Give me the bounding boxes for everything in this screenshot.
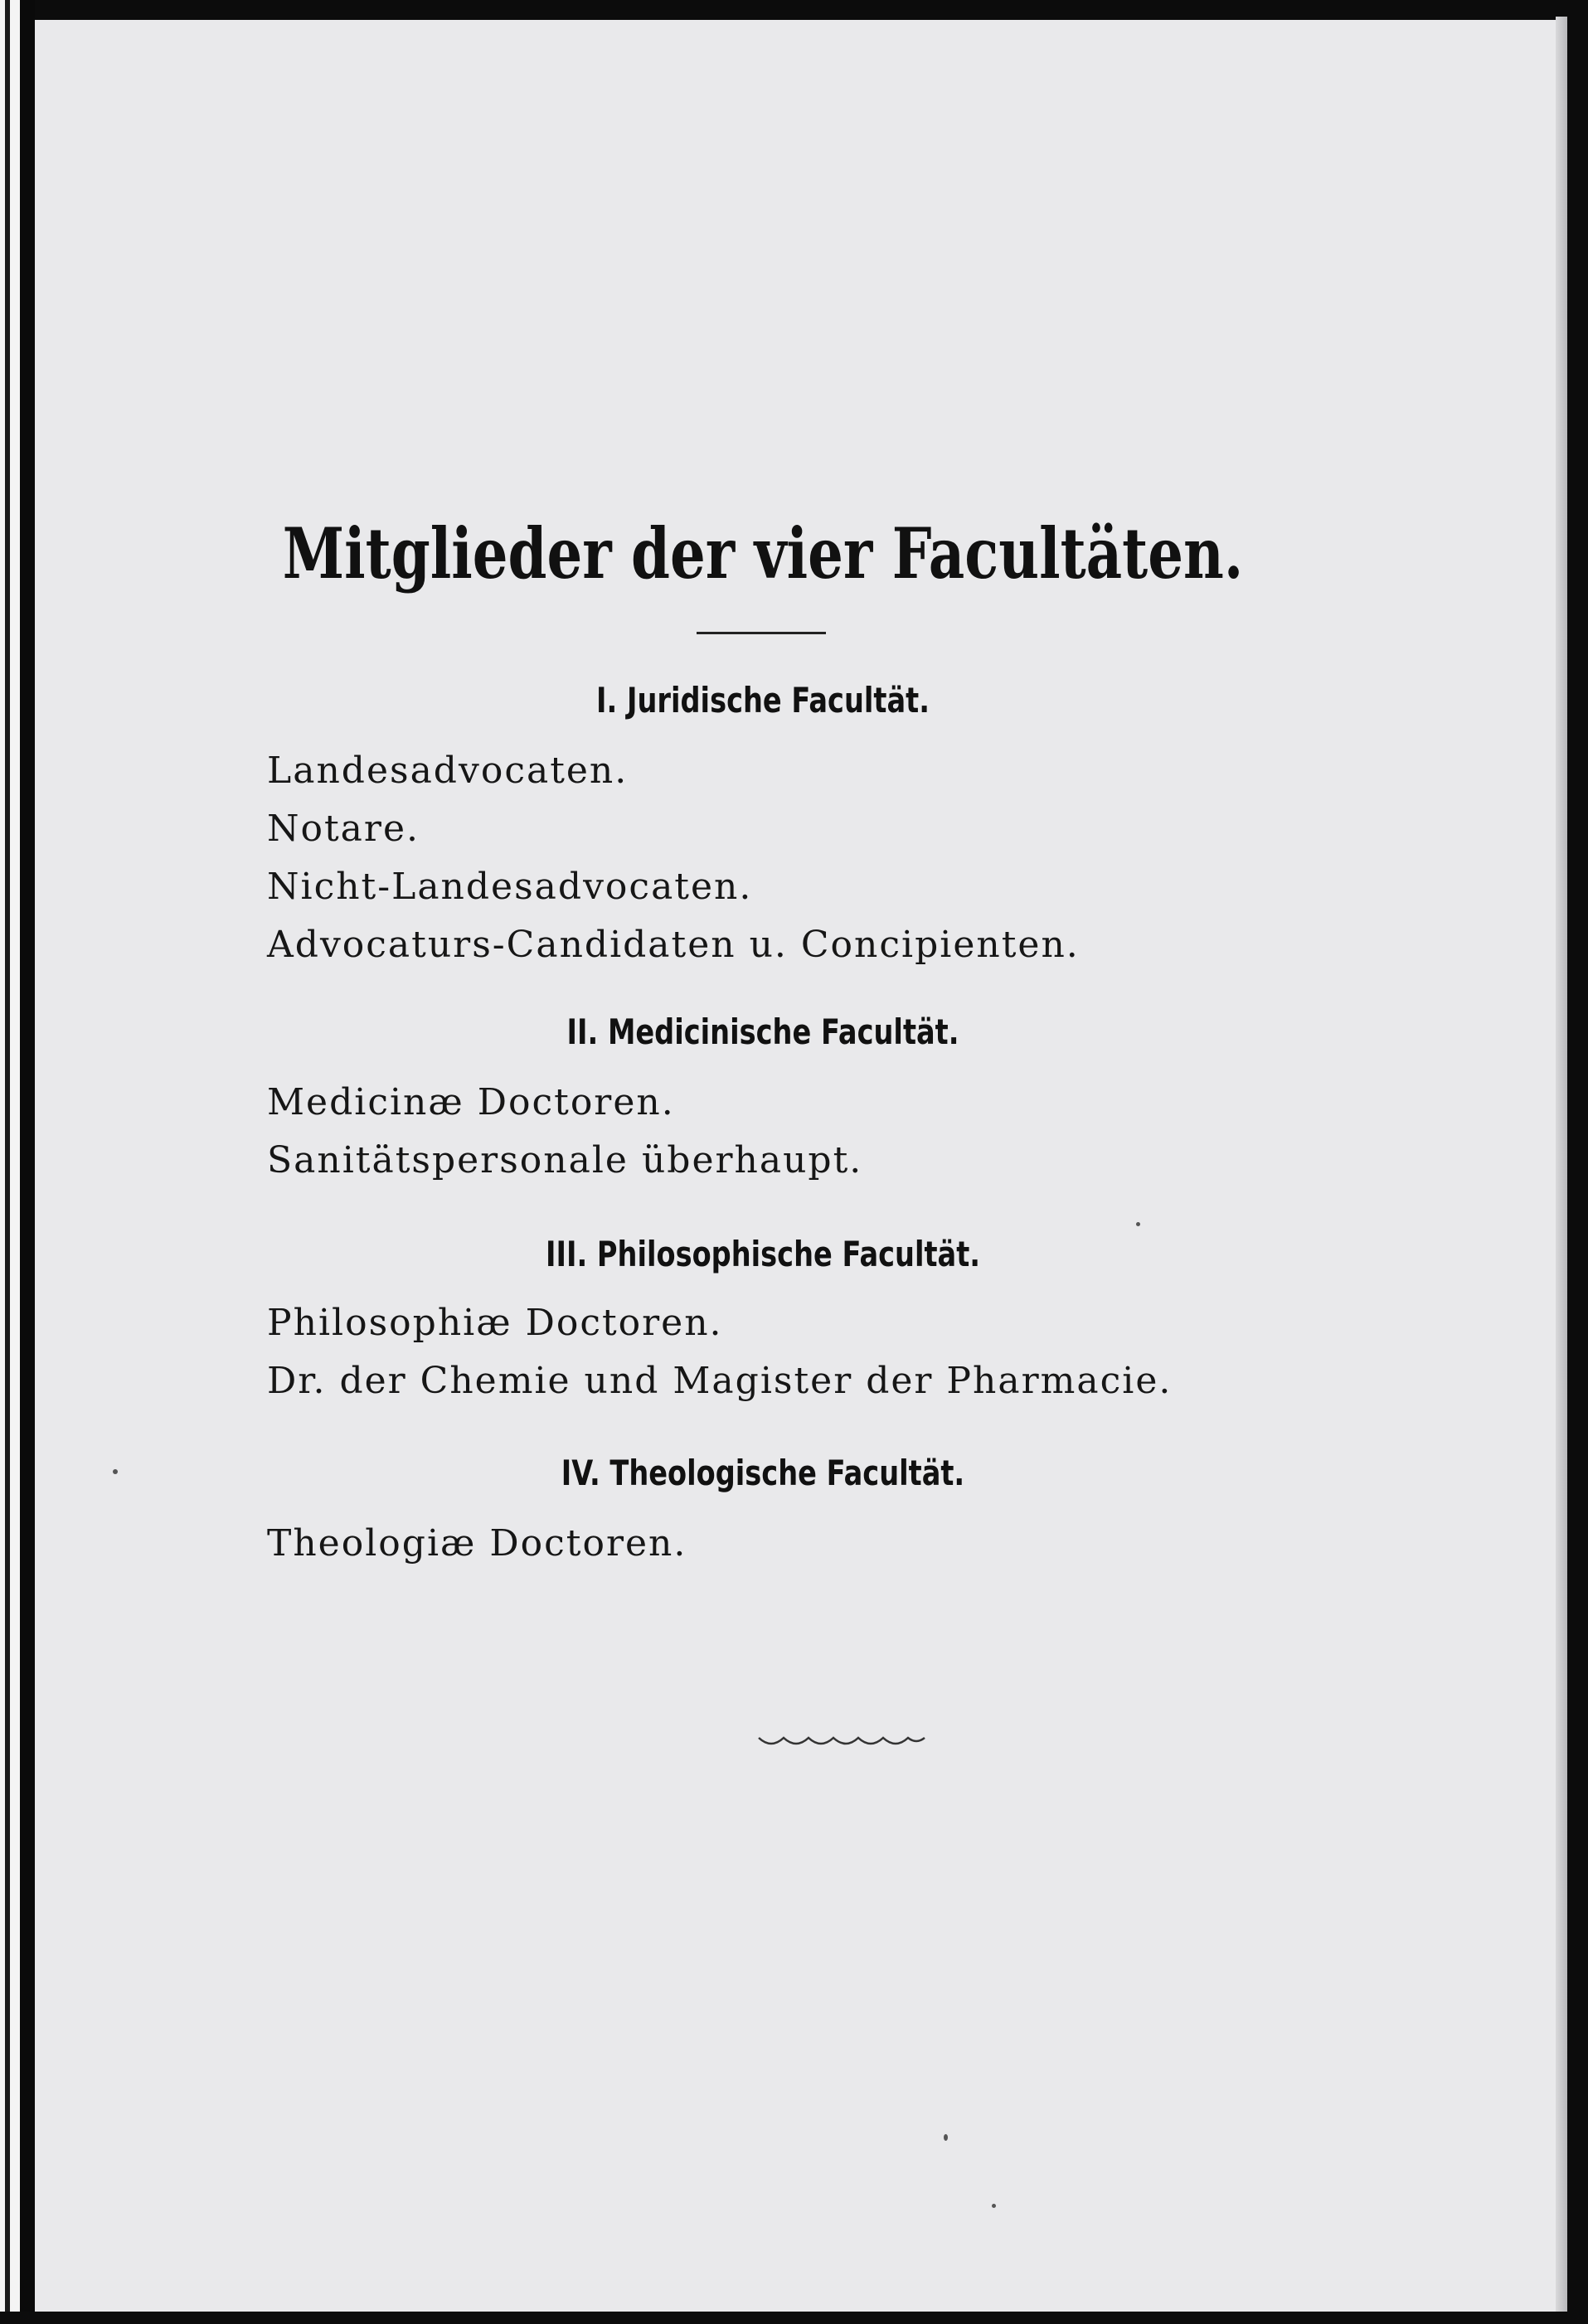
faculty-heading-medical: II. Medicinische Facultät. bbox=[566, 1012, 959, 1052]
faculty-item: Nicht-Landesadvocaten. bbox=[267, 866, 753, 908]
faculty-heading-philosophical: III. Philosophische Facultät. bbox=[545, 1234, 981, 1274]
faculty-item: Medicinæ Doctoren. bbox=[267, 1081, 675, 1123]
scan-speck bbox=[113, 1469, 118, 1474]
faculty-item: Philosophiæ Doctoren. bbox=[267, 1302, 723, 1344]
page-edge-shadow bbox=[1556, 17, 1567, 2324]
scan-border-right bbox=[1567, 0, 1588, 2324]
scan-border-left-thin bbox=[5, 0, 10, 2324]
faculty-item: Notare. bbox=[267, 808, 420, 850]
scan-margin-left bbox=[0, 0, 20, 2324]
faculty-heading-theological: IV. Theologische Facultät. bbox=[561, 1453, 965, 1493]
faculty-item: Sanitätspersonale überhaupt. bbox=[267, 1139, 863, 1181]
scan-speck bbox=[992, 2204, 996, 2208]
faculty-item: Advocaturs-Candidaten u. Concipienten. bbox=[267, 924, 1080, 966]
scan-border-top bbox=[0, 0, 1588, 20]
faculty-item: Landesadvocaten. bbox=[267, 750, 629, 792]
faculty-item: Dr. der Chemie und Magister der Pharmacie. bbox=[267, 1360, 1173, 1402]
title-divider bbox=[697, 632, 826, 634]
faculty-heading-juridical: I. Juridische Facultät. bbox=[596, 680, 930, 720]
scan-border-bottom bbox=[0, 2312, 1588, 2324]
faculty-item: Theologiæ Doctoren. bbox=[267, 1522, 687, 1565]
scan-speck bbox=[1136, 1222, 1140, 1226]
end-ornament-icon bbox=[755, 1731, 929, 1751]
scan-border-left bbox=[20, 0, 35, 2324]
scan-speck bbox=[944, 2134, 948, 2141]
page-title: Mitglieder der vier Facultäten. bbox=[282, 512, 1244, 594]
